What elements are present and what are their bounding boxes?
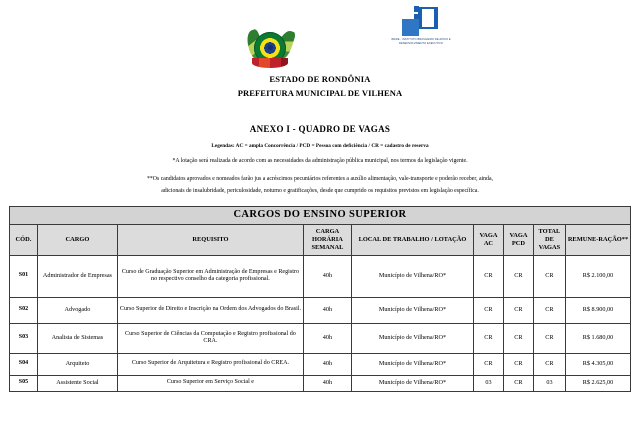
cell-vaga-ac: 03 [473, 375, 503, 391]
col-header-codigo: CÓD. [9, 224, 37, 255]
cell-carga-horaria: 40h [303, 375, 351, 391]
cell-vaga-ac: CR [473, 323, 503, 353]
brasao-ribbon [252, 58, 288, 68]
cell-remuneracao: R$ 2.625,00 [565, 375, 630, 391]
cell-vaga-pcd: CR [503, 255, 533, 297]
cell-carga-horaria: 40h [303, 353, 351, 375]
table-banner-row [9, 207, 630, 225]
cell-remuneracao: R$ 1.680,00 [565, 323, 630, 353]
instituto-logo-mark [400, 6, 442, 36]
cell-cargo: Arquiteto [37, 353, 117, 375]
col-header-cargo: CARGO [37, 224, 117, 255]
cell-carga-horaria: 40h [303, 323, 351, 353]
cell-vaga-ac: CR [473, 297, 503, 323]
brasao-star [268, 45, 273, 50]
cell-local: Município de Vilhena/RO* [351, 323, 473, 353]
cell-vaga-pcd: CR [503, 375, 533, 391]
cell-codigo: S04 [9, 353, 37, 375]
table-body [9, 255, 630, 391]
annex-title: ANEXO I - QUADRO DE VAGAS [249, 124, 391, 134]
cell-vaga-pcd: CR [503, 353, 533, 375]
instituto-logo-icon [382, 6, 460, 50]
logo-dot [414, 6, 419, 12]
cell-total-vagas: CR [533, 353, 565, 375]
cell-requisito: Curso Superior em Serviço Social e [117, 375, 303, 391]
cell-total-vagas: CR [533, 255, 565, 297]
instituto-caption: IBADE - INSTITUTO BRASILEIRO DE APOIO E DESENVOLVIMENTO EXECUTIVO [391, 38, 451, 45]
cell-requisito: Curso Superior de Direito e Inscrição na Ordem dos Advogados do Brasil. [117, 297, 303, 323]
cell-remuneracao: R$ 2.100,00 [565, 255, 630, 297]
cell-carga-horaria: 40h [303, 297, 351, 323]
col-header-total-vagas: TOTAL DE VAGAS [533, 224, 565, 255]
cell-vaga-pcd: CR [503, 323, 533, 353]
cell-requisito: Curso Superior de Ciências da Computação e Registro profissional do CRA. [117, 323, 303, 353]
logo-square-inner [422, 9, 434, 27]
cell-codigo: S01 [9, 255, 37, 297]
cell-local: Município de Vilhena/RO* [351, 353, 473, 375]
col-header-vaga-ac: VAGA AC [473, 224, 503, 255]
municipality-name: PREFEITURA MUNICIPAL DE VILHENA [237, 88, 403, 98]
cell-total-vagas: CR [533, 323, 565, 353]
cell-cargo: Administrador de Empresas [37, 255, 117, 297]
table-row [9, 255, 630, 297]
cell-vaga-pcd: CR [503, 297, 533, 323]
table-header-row [9, 224, 630, 255]
cell-codigo: S05 [9, 375, 37, 391]
cell-vaga-ac: CR [473, 353, 503, 375]
state-name: ESTADO DE RONDÔNIA [269, 74, 371, 84]
cell-cargo: Analista de Sistemas [37, 323, 117, 353]
cell-carga-horaria: 40h [303, 255, 351, 297]
cell-total-vagas: 03 [533, 375, 565, 391]
cell-requisito: Curso Superior de Arquitetura e Registro profissional do CREA. [117, 353, 303, 375]
table-row [9, 297, 630, 323]
brasao-republica-icon [248, 28, 292, 74]
col-header-local-trabalho: LOCAL DE TRABALHO / LOTAÇÃO [351, 224, 473, 255]
cell-cargo: Advogado [37, 297, 117, 323]
col-header-carga-horaria: CARGA HORÁRIA SEMANAL [303, 224, 351, 255]
cell-total-vagas: CR [533, 297, 565, 323]
logo-square-front [402, 19, 419, 36]
header-logos [0, 0, 640, 78]
cell-codigo: S03 [9, 323, 37, 353]
table-row [9, 353, 630, 375]
cell-remuneracao: R$ 8.900,00 [565, 297, 630, 323]
cell-local: Município de Vilhena/RO* [351, 297, 473, 323]
note-beneficios-line2: adicionais de insalubridade, periculosidade, noturno e gratificações, desde que cumprido os requisitos previstos em legislação específica. [161, 188, 479, 194]
table-banner-title: CARGOS DO ENSINO SUPERIOR [9, 207, 630, 225]
note-beneficios-line1: **Os candidatos aprovados e nomeados farão jus a acréscimos pecuniários referentes a auxílio alimentação, vale-transporte e poderão receber, ainda, [147, 176, 493, 182]
cell-cargo: Assistente Social [37, 375, 117, 391]
cell-local: Município de Vilhena/RO* [351, 255, 473, 297]
cell-local: Município de Vilhena/RO* [351, 375, 473, 391]
table-row [9, 375, 630, 391]
cell-remuneracao: R$ 4.305,00 [565, 353, 630, 375]
vacancies-table [9, 206, 631, 392]
col-header-remuneracao: REMUNE-RAÇÃO** [565, 224, 630, 255]
table-row [9, 323, 630, 353]
note-lotacao: *A lotação será realizada de acordo com as necessidades da administração pública municipal, nos termos da legislação vigente. [172, 158, 468, 164]
cell-vaga-ac: CR [473, 255, 503, 297]
col-header-vaga-pcd: VAGA PCD [503, 224, 533, 255]
cell-codigo: S02 [9, 297, 37, 323]
legend-text: Legendas: AC = ampla Concorrência / PCD = Pessoa com deficiência / CR = cadastro de reserva [211, 143, 429, 149]
col-header-requisito: REQUISITO [117, 224, 303, 255]
cell-requisito: Curso de Graduação Superior em Administração de Empresas e Registro no respectivo conselho da categoria profissional. [117, 255, 303, 297]
